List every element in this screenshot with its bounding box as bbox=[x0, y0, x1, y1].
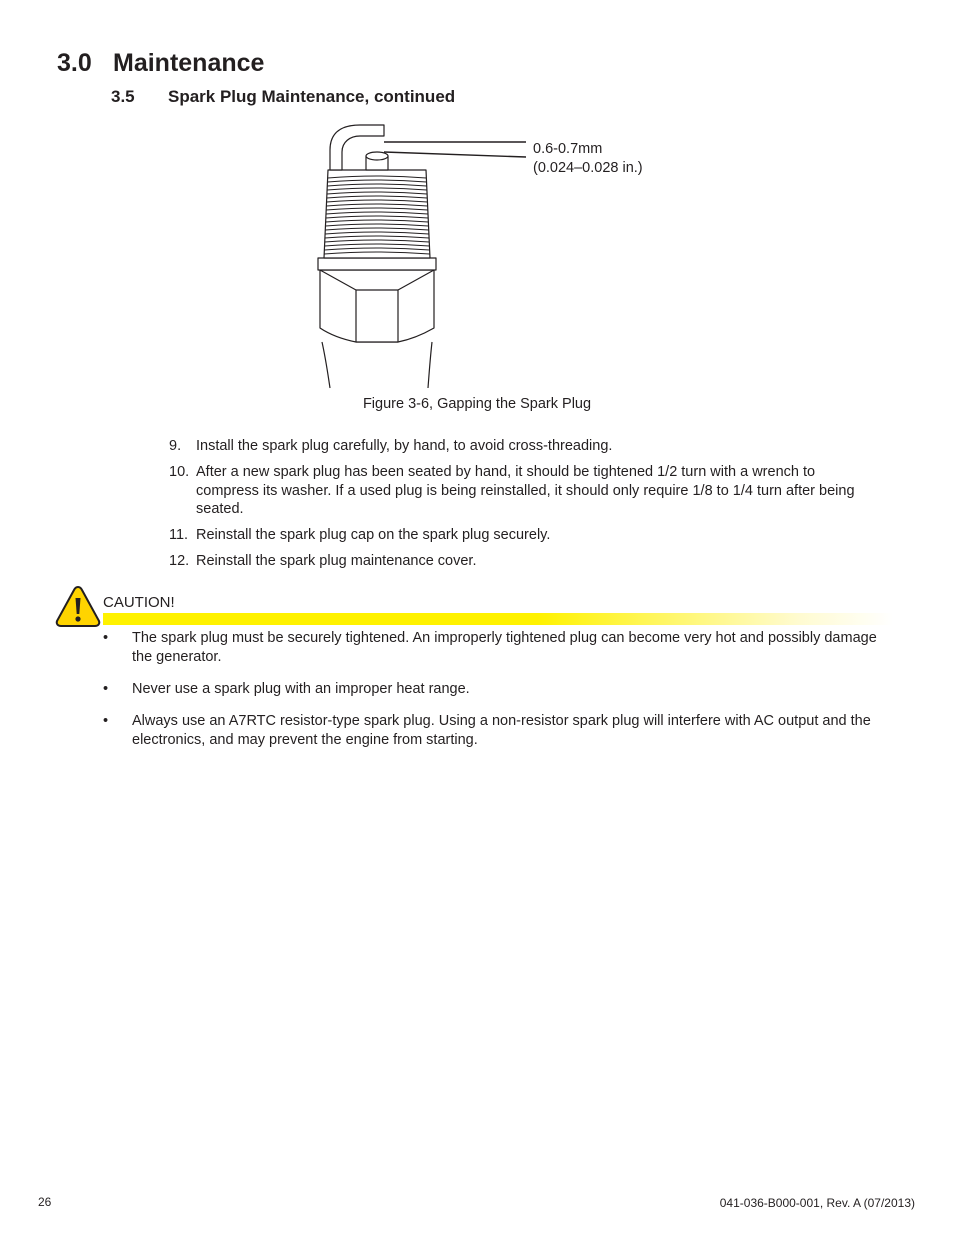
list-item bbox=[160, 463, 880, 519]
step-text: Install the spark plug carefully, by hand, to avoid cross-threading. bbox=[196, 438, 613, 454]
step-number: 11. bbox=[169, 527, 189, 543]
caution-text: Always use an A7RTC resistor-type spark plug. Using a non-resistor spark plug will interfere with AC output and the electronics, and may prevent the engine from starting. bbox=[132, 713, 871, 748]
step-text: After a new spark plug has been seated by hand, it should be tightened 1/2 turn with a wrench to compress its washer. If a used plug is being reinstalled, it should only require 1/8 to 1/4 turn after being seated. bbox=[196, 464, 855, 517]
gap-dimension-label bbox=[533, 140, 643, 178]
bullet-marker: • bbox=[103, 681, 109, 697]
caution-label: CAUTION! bbox=[103, 594, 175, 611]
procedure-steps bbox=[160, 437, 880, 578]
step-number: 10. bbox=[169, 464, 190, 480]
warning-triangle-icon bbox=[55, 585, 101, 627]
bullet-marker: • bbox=[103, 713, 109, 729]
step-number: 12. bbox=[169, 553, 190, 569]
bullet-marker: • bbox=[103, 630, 109, 646]
subsection-number: 3.5 bbox=[111, 87, 135, 106]
figure-caption: Figure 3-6, Gapping the Spark Plug bbox=[362, 396, 592, 412]
list-item bbox=[103, 680, 893, 699]
section-title: Maintenance bbox=[113, 49, 265, 77]
list-item bbox=[160, 552, 880, 571]
step-number: 9. bbox=[169, 438, 182, 454]
list-item bbox=[103, 712, 893, 750]
document-id: 041-036-B000-001, Rev. A (07/2013) bbox=[719, 1196, 915, 1210]
list-item bbox=[160, 437, 880, 456]
spark-plug-illustration bbox=[300, 120, 540, 392]
caution-bar bbox=[103, 613, 893, 625]
section-heading bbox=[57, 49, 264, 78]
subsection-title: Spark Plug Maintenance, continued bbox=[168, 87, 456, 106]
step-text: Reinstall the spark plug maintenance cover. bbox=[196, 553, 477, 569]
caution-text: The spark plug must be securely tightened. An improperly tightened plug can become very hot and possibly damage the generator. bbox=[132, 630, 877, 665]
section-number: 3.0 bbox=[57, 49, 92, 77]
page-number: 26 bbox=[38, 1195, 52, 1209]
subsection-heading bbox=[111, 87, 455, 107]
gap-imperial: (0.024–0.028 in.) bbox=[533, 160, 643, 176]
step-text: Reinstall the spark plug cap on the spark plug securely. bbox=[196, 527, 551, 543]
gap-metric: 0.6-0.7mm bbox=[533, 141, 603, 157]
list-item bbox=[103, 629, 893, 667]
caution-list bbox=[103, 629, 893, 763]
list-item bbox=[160, 526, 880, 545]
caution-text: Never use a spark plug with an improper heat range. bbox=[132, 681, 470, 697]
